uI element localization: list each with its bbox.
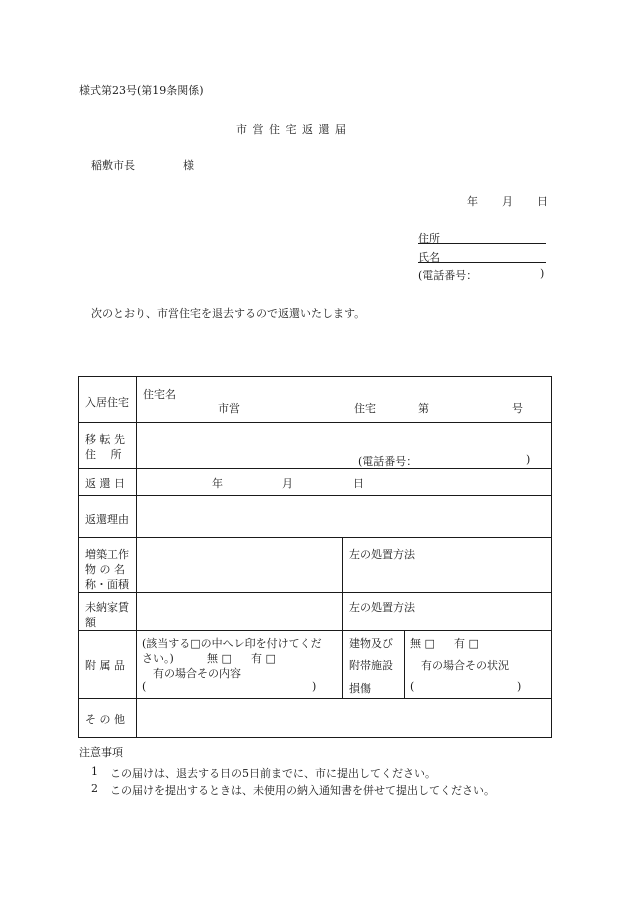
- extension-label-2: 物 の 名: [85, 563, 125, 576]
- form-number: 様式第23号(第19条関係): [79, 84, 204, 97]
- damage-detail-label: 有の場合その状況: [421, 659, 509, 672]
- note-2-text: この届けを提出するときは、未使用の納入通知書を併せて提出してください。: [110, 784, 495, 797]
- unpaid-rent-disposal-cell[interactable]: [343, 593, 552, 631]
- return-reason-value-cell[interactable]: [137, 496, 552, 538]
- extension-disposal-cell[interactable]: [343, 538, 552, 593]
- other-label-cell: [79, 699, 137, 738]
- row-fixtures: [79, 631, 552, 699]
- fixtures-yes-checkbox[interactable]: 有 □: [251, 652, 276, 665]
- damage-value-cell[interactable]: [405, 631, 552, 699]
- return-date-month: 月: [282, 477, 293, 490]
- date-month: 月: [502, 195, 513, 208]
- fixtures-detail-label: 有の場合その内容: [153, 667, 241, 680]
- phone-label: (電話番号：: [418, 269, 478, 282]
- row-extension: [79, 538, 552, 593]
- extension-label-cell: [79, 538, 137, 593]
- fixtures-instruction-2: さい。): [142, 652, 174, 665]
- fixtures-paren-open: (: [142, 680, 147, 693]
- name-field[interactable]: [418, 249, 546, 263]
- city-label: 市営: [218, 402, 240, 415]
- damage-yes-checkbox[interactable]: 有 □: [454, 637, 479, 650]
- note-2-num: 2: [91, 782, 98, 795]
- other-label: そ の 他: [85, 713, 125, 726]
- return-date-value-cell[interactable]: [137, 469, 552, 496]
- row-return-reason: [79, 496, 552, 538]
- damage-label-1: 建物及び: [349, 637, 393, 650]
- return-reason-label: 返還理由: [85, 513, 129, 526]
- unpaid-rent-value-cell[interactable]: [137, 593, 343, 631]
- housing-label: 住宅: [354, 402, 376, 415]
- unpaid-rent-label-cell: [79, 593, 137, 631]
- number-prefix: 第: [418, 402, 429, 415]
- note-1-num: 1: [91, 765, 98, 778]
- row-unpaid-rent: [79, 593, 552, 631]
- address-field[interactable]: [418, 230, 546, 244]
- address-label: 住所: [418, 232, 440, 245]
- date-year: 年: [467, 195, 478, 208]
- new-address-label-1: 移 転 先: [85, 433, 125, 446]
- new-address-phone-label: (電話番号：: [358, 455, 418, 468]
- extension-disposal-label: 左の処置方法: [349, 548, 415, 561]
- return-date-label-cell: [79, 469, 137, 496]
- unpaid-rent-disposal-label: 左の処置方法: [349, 601, 415, 614]
- fixtures-paren-close: ): [312, 680, 317, 693]
- addressee: 稲敷市長: [91, 159, 135, 172]
- row-other: [79, 699, 552, 738]
- addressee-honorific: 様: [183, 159, 194, 172]
- row-return-date: [79, 469, 552, 496]
- row-new-address: [79, 423, 552, 469]
- fixtures-instruction-1: (該当する□の中へレ印を付けてくだ: [142, 637, 322, 650]
- return-date-day: 日: [353, 477, 364, 490]
- fixtures-label: 附 属 品: [85, 659, 125, 672]
- damage-none-checkbox[interactable]: 無 □: [410, 637, 435, 650]
- return-reason-label-cell: [79, 496, 137, 538]
- phone-close: ): [540, 267, 545, 280]
- damage-label-3: 損傷: [349, 682, 371, 695]
- new-address-label-cell: [79, 423, 137, 469]
- new-address-label-2: 住 所: [85, 448, 122, 461]
- extension-label-3: 称・面積: [85, 578, 129, 591]
- number-suffix: 号: [512, 402, 523, 415]
- return-form-table: [78, 376, 552, 738]
- damage-label-cell: [343, 631, 405, 699]
- other-value-cell[interactable]: [137, 699, 552, 738]
- residence-label-cell: [79, 377, 137, 423]
- damage-paren-close: ): [517, 680, 522, 693]
- residence-value-cell[interactable]: [137, 377, 552, 423]
- unpaid-rent-label-2: 額: [85, 616, 96, 629]
- fixtures-none-checkbox[interactable]: 無 □: [207, 652, 232, 665]
- page-title: 市 営 住 宅 返 還 届: [236, 123, 347, 136]
- new-address-phone-close: ): [526, 453, 531, 466]
- unpaid-rent-label-1: 未納家賃: [85, 601, 129, 614]
- return-date-label: 返 還 日: [85, 477, 125, 490]
- name-label: 氏名: [418, 251, 440, 264]
- fixtures-label-cell: [79, 631, 137, 699]
- intro-text: 次のとおり、市営住宅を退去するので返還いたします。: [91, 307, 366, 320]
- notes-heading: 注意事項: [79, 746, 123, 759]
- damage-paren-open: (: [410, 680, 415, 693]
- extension-label-1: 増築工作: [85, 548, 129, 561]
- damage-label-2: 附帯施設: [349, 659, 393, 672]
- residence-label: 入居住宅: [85, 396, 129, 409]
- row-residence: [79, 377, 552, 423]
- new-address-value-cell[interactable]: [137, 423, 552, 469]
- return-date-year: 年: [212, 477, 223, 490]
- housing-name-label: 住宅名: [143, 388, 176, 401]
- extension-value-cell[interactable]: [137, 538, 343, 593]
- note-1-text: この届けは、退去する日の5日前までに、市に提出してください。: [110, 767, 436, 780]
- date-day: 日: [537, 195, 548, 208]
- fixtures-value-cell[interactable]: [137, 631, 343, 699]
